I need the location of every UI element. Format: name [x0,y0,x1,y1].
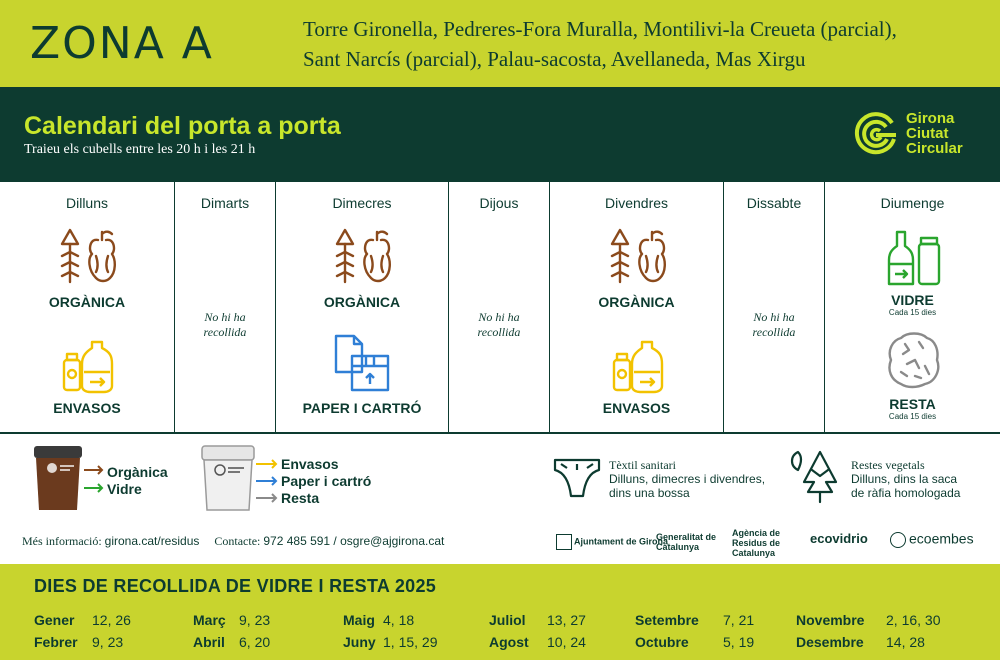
calendar-title: Calendari del porta a porta [24,112,341,140]
month-entry: Gener 12, 26 [34,612,131,628]
day-column-sunday [824,182,1000,432]
neighbourhood-list [303,14,903,74]
packaging-label: ENVASOS [602,400,671,416]
website-link[interactable]: girona.cat/residus [104,534,200,548]
month-entry: Agost 10, 24 [489,634,586,650]
organic-waste-icon [606,226,670,286]
girona-ciutat-circular-logo [852,109,992,163]
ajuntament-logo: Ajuntament de Girona [556,534,668,550]
day-name: Diumenge [880,195,945,211]
glass-rest-calendar [0,564,1000,660]
glass-label: VIDRE [891,292,934,308]
rest-waste-icon [885,330,943,390]
ecovidrio-logo: ecovidrio [810,531,868,546]
paper-label: PAPER I CARTRÓ [302,400,422,416]
brand-name: Girona Ciutat Circular [906,110,963,157]
ecoembes-icon [890,532,906,548]
white-bin-icon [200,444,256,514]
neighbourhood-line: Sant Narcís (parcial), Palau-sacosta, Avellaneda, Mas Xirgu [303,47,806,71]
no-collection-note: No hi ha recollida [752,310,796,339]
month-entry: Maig 4, 18 [343,612,415,628]
day-column-wednesday [275,182,448,432]
glass-waste-icon [885,228,943,288]
day-column-saturday [723,182,824,432]
neighbourhood-line: Torre Gironella, Pedreres-Fora Muralla, Montilivi-la Creueta (parcial), [303,17,897,41]
circular-g-icon [852,109,900,157]
month-entry: Juny 1, 15, 29 [343,634,438,650]
title-band [0,87,1000,182]
day-name: Dijous [479,195,519,211]
weekly-schedule [0,182,1000,434]
brown-bin-labels: Orgànica Vidre [107,464,168,497]
city-shield-icon [556,534,572,550]
month-entry: Febrer 9, 23 [34,634,124,650]
month-entry: Novembre 2, 16, 30 [796,612,941,628]
calendar-heading: DIES DE RECOLLIDA DE VIDRE I RESTA 2025 [34,576,437,596]
diaper-icon [553,456,601,500]
packaging-label: ENVASOS [53,400,121,416]
bins-legend [0,436,1000,526]
no-collection-note: No hi ha recollida [203,310,247,339]
packaging-waste-icon [610,338,666,394]
day-column-monday [0,182,174,432]
no-collection-note: No hi ha recollida [477,310,521,339]
white-bin-labels: Envasos Paper i cartró Resta [281,456,372,506]
paper-cardboard-icon [332,332,392,394]
month-entry: Març 9, 23 [193,612,271,628]
textile-title: Tèxtil sanitari [609,458,676,472]
month-entry: Abril 6, 20 [193,634,271,650]
month-entry: Desembre 14, 28 [796,634,925,650]
rest-frequency: Cada 15 dies [888,412,937,421]
rest-label: RESTA [889,396,936,412]
day-column-friday [549,182,723,432]
contact-details: 972 485 591 / osgre@ajgirona.cat [263,534,445,548]
day-name: Divendres [604,195,669,211]
organic-label: ORGÀNICA [323,294,401,310]
garden-waste-icon [788,448,842,504]
packaging-waste-icon [60,338,116,394]
day-column-thursday [448,182,549,432]
day-name: Dimecres [332,195,392,211]
zone-title: ZONA A [30,18,214,69]
textile-schedule: Dilluns, dimecres i divendres, dins una bossa [609,472,766,500]
contact-info: Més informació: girona.cat/residus Contacte: 972 485 591 / osgre@ajgirona.cat [22,534,445,548]
month-entry: Octubre 5, 19 [635,634,755,650]
day-name: Dimarts [200,195,250,211]
organic-waste-icon [56,226,120,286]
garden-title: Restes vegetals [851,458,925,472]
arrows-icon [84,464,106,494]
contact-row [0,526,1000,564]
organic-label: ORGÀNICA [48,294,126,310]
arrows-icon [256,458,280,506]
brown-bin-icon [32,444,84,514]
calendar-subtitle: Traieu els cubells entre les 20 h i les 21 h [24,142,256,157]
generalitat-logo: Generalitat de Catalunya [656,532,717,552]
ecoembes-logo: ecoembes [890,532,974,548]
month-entry: Setembre 7, 21 [635,612,755,628]
day-name: Dilluns [65,195,108,211]
organic-label: ORGÀNICA [598,294,675,310]
zone-header [0,0,1000,87]
garden-schedule: Dilluns, dins la saca de ràfia homologada [851,472,961,500]
glass-frequency: Cada 15 dies [888,308,937,317]
month-entry: Juliol 13, 27 [489,612,586,628]
arc-logo: Agència de Residus de Catalunya [732,528,781,558]
organic-waste-icon [331,226,395,286]
day-column-tuesday [174,182,275,432]
day-name: Dissabte [746,195,802,211]
